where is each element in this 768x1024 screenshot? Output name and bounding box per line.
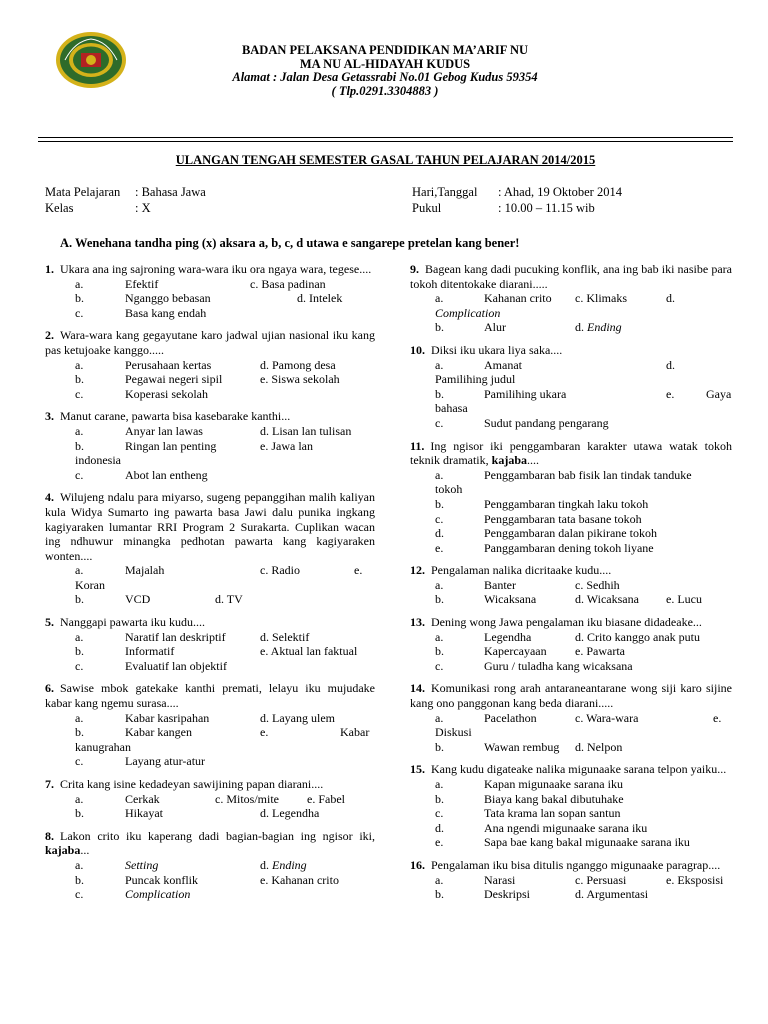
question-stem: Manut carane, pawarta bisa kasebarake kanthi...: [60, 409, 291, 424]
header-phone: ( Tlp.0291.3304883 ): [331, 83, 439, 98]
question-stem: Crita kang isine kedadeyan sawijining papan diarani....: [60, 777, 324, 791]
option-c: c. Mitos/mite: [215, 791, 279, 806]
option-b: Kabar kangen: [125, 725, 192, 740]
option-letter: b.: [75, 372, 84, 387]
option-d: d. Layang ulem: [260, 710, 335, 725]
option-letter: b.: [435, 791, 444, 806]
option-letter: b.: [435, 496, 444, 511]
option-continuation: kanugrahan: [75, 739, 131, 754]
option-letter: c.: [75, 658, 84, 673]
question-6: [45, 681, 375, 769]
time-label: Pukul: [412, 201, 442, 215]
option-continuation: bahasa: [435, 401, 468, 416]
option-continuation: Diskusi: [435, 725, 472, 740]
option-letter: b.: [75, 644, 84, 659]
option-e: Sapa bae kang bakal migunaake sarana iku: [484, 835, 690, 850]
option-letter: a.: [75, 563, 84, 578]
question-stem-emphasis: kajaba: [491, 453, 527, 468]
question-11: [410, 439, 732, 556]
option-b: Wawan rembug: [484, 739, 560, 754]
question-number: 12.: [410, 563, 425, 578]
header-address: Alamat : Jalan Desa Getassrabi No.01 Gebog Kudus 59354: [232, 70, 538, 84]
option-b: Kapercayaan: [484, 644, 547, 659]
question-stem: Komunikasi rong arah antaraneantarane wong siji karo sijine kang ono panggonan kang beda diarani.....: [410, 681, 732, 711]
question-stem: Kang kudu digateake nalika migunaake sarana telpon yaiku...: [431, 762, 727, 777]
header-divider-thick: [38, 137, 733, 138]
question-number: 13.: [410, 615, 425, 630]
question-number: 10.: [410, 342, 425, 357]
question-7: [45, 777, 375, 821]
option-d: d. Argumentasi: [575, 887, 649, 902]
question-2: [45, 328, 375, 401]
option-e: Panggambaran dening tokoh liyane: [484, 540, 654, 555]
option-e-text: Kabar: [340, 725, 370, 740]
option-c: Layang atur-atur: [125, 754, 206, 769]
question-number: 2.: [45, 328, 54, 343]
option-c: c. Sedhih: [575, 577, 620, 592]
option-b: Deskripsi: [484, 887, 530, 902]
question-number: 15.: [410, 762, 425, 777]
class-value: : X: [135, 201, 151, 215]
option-e: e.: [260, 725, 269, 740]
option-letter: b.: [75, 725, 84, 740]
option-letter: a.: [75, 629, 84, 644]
option-d-text: Ending: [587, 320, 622, 335]
question-stem: Nanggapi pawarta iku kudu....: [60, 615, 205, 630]
option-c: c. Basa padinan: [250, 276, 326, 291]
option-d: d. Crito kanggo anak putu: [575, 629, 700, 644]
question-stem: Sawise mbok gatekake kanthi premati, lelayu iku mujudake kabar kang ngemu surasa....: [45, 681, 375, 711]
option-c: Sudut pandang pengarang: [484, 415, 609, 430]
option-continuation: Koran: [75, 577, 105, 592]
header-line2: MA NU AL-HIDAYAH KUDUS: [299, 56, 471, 71]
question-stem-end: ....: [527, 453, 539, 468]
option-c: Complication: [125, 887, 191, 902]
option-e: e.: [354, 563, 363, 578]
option-b: Alur: [484, 320, 506, 335]
questions-left-column: [45, 262, 375, 910]
option-a: Setting: [125, 857, 159, 872]
option-c: c. Persuasi: [575, 872, 627, 887]
question-number: 11.: [410, 438, 425, 453]
option-letter: a.: [75, 357, 84, 372]
option-c: Tata krama lan sopan santun: [484, 806, 621, 821]
option-e: e. Siswa sekolah: [260, 372, 340, 387]
header-divider-thin: [38, 141, 733, 142]
option-letter: a.: [75, 710, 84, 725]
option-letter: a.: [75, 791, 84, 806]
option-a: Kahanan crito: [484, 291, 552, 306]
meta-right: [412, 184, 622, 216]
question-stem: Wara-wara kang gegayutane karo jadwal ujian nasional iku kang pas ketujoake kanggo.....: [45, 328, 375, 357]
question-number: 6.: [45, 681, 54, 696]
option-letter: a.: [435, 710, 444, 725]
question-8: [45, 829, 375, 902]
option-c-text: Basa kang endah: [125, 305, 207, 320]
option-letter: a.: [75, 423, 84, 438]
option-e: e. Pawarta: [575, 644, 625, 659]
option-d: Penggambaran dalan pikirane tokoh: [484, 526, 657, 541]
option-letter: c.: [435, 511, 444, 526]
option-e: e. Jawa lan: [260, 438, 313, 453]
option-letter: b.: [75, 438, 84, 453]
option-a: Amanat: [484, 357, 522, 372]
option-letter: b.: [75, 592, 84, 607]
option-c: Guru / tuladha kang wicaksana: [484, 658, 633, 673]
question-number: 7.: [45, 777, 54, 791]
option-letter: c.: [75, 467, 84, 482]
option-letter: b.: [75, 806, 84, 821]
question-stem: Bagean kang dadi pucuking konflik, ana ing bab iki nasibe para tokoh ditentokake diarani.....: [410, 262, 732, 291]
question-number: 3.: [45, 409, 54, 424]
question-3: [45, 409, 375, 482]
option-a: Kapan migunaake sarana iku: [484, 777, 623, 791]
question-number: 5.: [45, 615, 54, 630]
option-letter: c.: [435, 806, 444, 821]
option-b: Biaya kang bakal dibutuhake: [484, 791, 624, 806]
option-letter: b.: [75, 291, 84, 306]
questions-right-column: [410, 262, 732, 910]
option-d: d. Nelpon: [575, 739, 623, 754]
option-d: d.: [666, 291, 675, 306]
question-12: [410, 563, 732, 607]
question-stem: Pengalaman nalika dicritaake kudu....: [431, 563, 612, 578]
option-c: Evaluatif lan objektif: [125, 658, 227, 673]
option-letter: c.: [75, 754, 84, 769]
question-14: [410, 681, 732, 754]
subject-value: : Bahasa Jawa: [135, 185, 206, 199]
option-a: Cerkak: [125, 791, 160, 806]
option-e: e.: [713, 710, 722, 725]
option-letter: e.: [435, 835, 444, 850]
option-b: Nganggo bebasan: [125, 291, 211, 306]
option-letter: d.: [435, 526, 444, 541]
option-b: Pamilihing ukara: [484, 386, 567, 401]
option-e: e. Kahanan crito: [260, 872, 339, 887]
option-e-text: Gaya: [706, 386, 732, 401]
school-emblem-icon: [55, 31, 127, 89]
subject-label: Mata Pelajaran: [45, 185, 121, 199]
option-letter: a.: [435, 577, 444, 592]
option-letter: b.: [435, 739, 444, 754]
option-letter: a.: [435, 467, 444, 482]
option-b: Puncak konflik: [125, 872, 198, 887]
option-a: Anyar lan lawas: [125, 423, 203, 438]
question-5: [45, 615, 375, 673]
option-a: Perusahaan kertas: [125, 357, 212, 372]
question-9: [410, 262, 732, 335]
option-letter: c.: [75, 305, 84, 320]
option-letter: b.: [435, 644, 444, 659]
option-a: Narasi: [484, 872, 516, 887]
option-b: VCD: [125, 592, 151, 607]
date-label: Hari,Tanggal: [412, 185, 478, 199]
meta-left: [45, 184, 206, 216]
question-stem: Pengalaman iku bisa ditulis nganggo migunaake paragrap....: [431, 857, 721, 872]
option-c: c. Klimaks: [575, 291, 627, 306]
option-d: d. Pamong desa: [260, 357, 336, 372]
question-stem: Diksi iku ukara liya saka....: [431, 342, 563, 357]
option-b: Pegawai negeri sipil: [125, 372, 223, 387]
option-a: Efektif: [125, 276, 159, 291]
question-number: 8.: [45, 828, 54, 843]
option-c: Abot lan entheng: [125, 467, 208, 482]
option-letter: b.: [435, 320, 444, 335]
option-e: e. Aktual lan faktual: [260, 644, 358, 659]
option-d: d.: [260, 857, 272, 872]
option-letter: a.: [435, 777, 444, 791]
option-e: e. Fabel: [307, 791, 345, 806]
option-d: d. Selektif: [260, 629, 310, 644]
option-letter: b.: [435, 592, 444, 607]
question-stem: Dening wong Jawa pengalaman iku biasane didadeake...: [431, 615, 702, 630]
question-stem-end: ...: [80, 843, 90, 858]
option-letter: a.: [435, 872, 444, 887]
question-number: 14.: [410, 681, 425, 696]
class-label: Kelas: [45, 201, 74, 215]
question-16: [410, 858, 732, 902]
option-a: Pacelathon: [484, 710, 537, 725]
school-header: [130, 44, 640, 98]
option-continuation: Complication: [435, 305, 501, 320]
instruction: A. Wenehana tandha ping (x) aksara a, b, c, d utawa e sangarepe pretelan kang bener!: [60, 236, 520, 250]
option-continuation: Pamilihing judul: [435, 372, 516, 387]
option-d: Ana ngendi migunaake sarana iku: [484, 820, 648, 835]
option-d: d. Legendha: [260, 806, 320, 821]
option-e: e. Lucu: [666, 592, 702, 607]
option-d: d.: [575, 320, 587, 335]
option-d-text: Ending: [272, 857, 307, 872]
option-letter: a.: [435, 629, 444, 644]
option-c: c. Radio: [260, 563, 300, 578]
option-continuation: indonesia: [75, 453, 121, 468]
option-b: Informatif: [125, 644, 175, 659]
option-letter: a.: [75, 276, 84, 291]
option-d: d. Intelek: [297, 291, 343, 306]
option-letter: c.: [435, 415, 444, 430]
time-value: : 10.00 – 11.15 wib: [498, 201, 595, 215]
option-a: Kabar kasripahan: [125, 710, 210, 725]
question-15: [410, 762, 732, 850]
question-stem: Wilujeng ndalu para miyarso, sugeng pepanggihan malih kaliyan kula Widya Sumarto ing pawarta basa Jawi dalu punika ingkang kagiyaraken lumantar RRI Program 2 Surakarta. Cuplikan wacan ing ndhuwur minangka pedhotan pawarta kang kagiyaraken wonten....: [45, 490, 375, 563]
option-b: Wicaksana: [484, 592, 537, 607]
question-number: 1.: [45, 262, 54, 276]
option-letter: c.: [435, 658, 444, 673]
option-a: Banter: [484, 577, 516, 592]
option-letter: c.: [75, 386, 84, 401]
option-c: Penggambaran tata basane tokoh: [484, 511, 642, 526]
option-letter: d.: [435, 820, 444, 835]
option-letter: b.: [435, 386, 444, 401]
option-c: c. Wara-wara: [575, 710, 639, 725]
option-d: d. Wicaksana: [575, 592, 639, 607]
option-a: Penggambaran bab fisik lan tindak tanduke: [484, 467, 692, 482]
option-b: Penggambaran tingkah laku tokoh: [484, 496, 649, 511]
option-d: d.: [666, 357, 675, 372]
option-b: Hikayat: [125, 806, 163, 821]
option-letter: c.: [75, 887, 84, 902]
option-letter: a.: [435, 357, 444, 372]
date-value: : Ahad, 19 Oktober 2014: [498, 185, 622, 199]
question-stem: Ing ngisor iki penggambaran karakter utawa watak tokoh teknik dramatik,: [410, 438, 732, 468]
option-continuation: tokoh: [435, 482, 463, 497]
option-letter: a.: [435, 291, 444, 306]
question-number: 4.: [45, 490, 54, 505]
option-a: Legendha: [484, 629, 532, 644]
question-number: 9.: [410, 262, 419, 276]
question-4: [45, 490, 375, 607]
header-line1: BADAN PELAKSANA PENDIDIKAN MA’ARIF NU: [241, 43, 529, 57]
question-13: [410, 615, 732, 673]
question-1: [45, 262, 375, 320]
option-d: d. TV: [215, 592, 243, 607]
option-c: Koperasi sekolah: [125, 386, 208, 401]
option-e: e. Eksposisi: [666, 872, 724, 887]
option-d: d. Lisan lan tulisan: [260, 423, 352, 438]
option-letter: b.: [75, 872, 84, 887]
option-a: Naratif lan deskriptif: [125, 629, 226, 644]
question-10: [410, 343, 732, 431]
question-stem-emphasis: kajaba: [45, 843, 81, 858]
exam-title: ULANGAN TENGAH SEMESTER GASAL TAHUN PELAJARAN 2014/2015: [175, 153, 596, 167]
question-number: 16.: [410, 857, 425, 872]
option-letter: a.: [75, 857, 84, 872]
question-stem: Lakon crito iku kaperang dadi bagian-bagian ing ngisor iki,: [60, 828, 375, 843]
option-a: Majalah: [125, 563, 165, 578]
option-b: Ringan lan penting: [125, 438, 217, 453]
option-e: e.: [666, 386, 675, 401]
option-letter: e.: [435, 540, 444, 555]
question-stem: Ukara ana ing sajroning wara-wara iku ora ngaya wara, tegese....: [60, 262, 372, 276]
option-letter: b.: [435, 887, 444, 902]
